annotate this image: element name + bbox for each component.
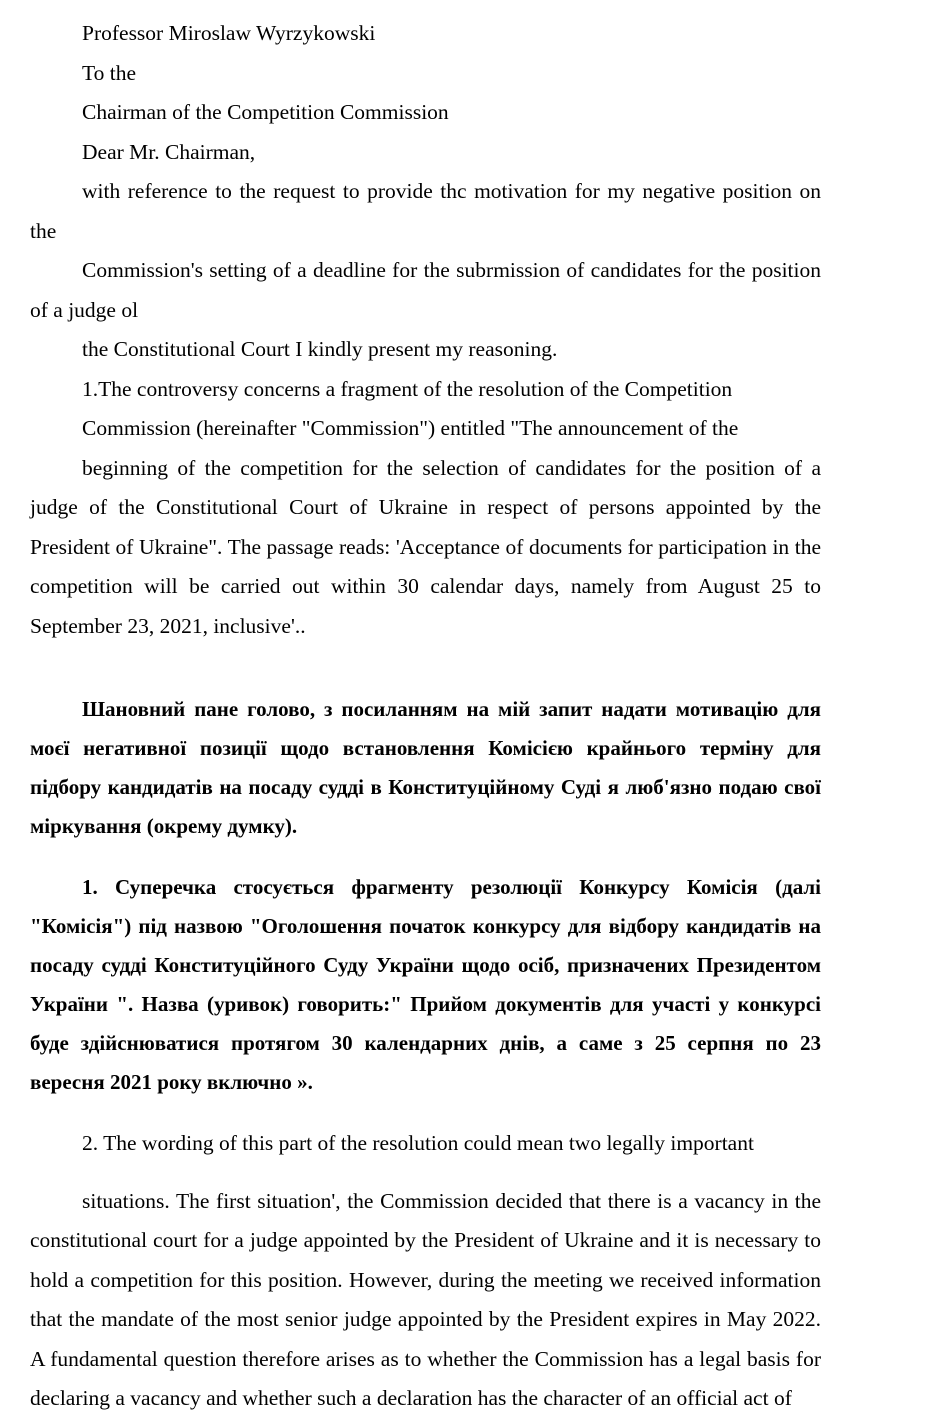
section-spacer-4 [30, 1164, 821, 1182]
author-name: Professor Miroslaw Wyrzykowski [82, 21, 376, 45]
section-spacer-1 [30, 646, 821, 690]
addressee-title: Chairman of the Competition Commission [82, 100, 449, 124]
ukrainian-greeting-paragraph: Шановний пане голово, з посиланням на мій запит надати мотивацію для моєї негативної позиції щодо встановлення Комісією крайнього терміну для підбору кандидатів на посаду судді в Конституційному Суді я люб'язно подаю свої міркування (окрему думку). [30, 697, 821, 838]
point-1-body: beginning of the competition for the selection of candidates for the position of a judge of the Constitutional Court of Ukraine in respect of persons appointed by the President of Ukraine". The passage reads: 'Acceptance of documents for participation in the competition will be carried out within 30 calendar days, namely from August 25 to September 23, 2021, inclusive'.. [30, 455, 821, 638]
point-2-lead: 2. The wording of this part of the resolution could mean two legally important [82, 1131, 754, 1155]
document-body [30, 14, 821, 1419]
ukrainian-point-1-paragraph: 1. Суперечка стосується фрагменту резолюції Конкурсу Комісія (далі "Комісія") під назвою "Оголошення початок конкурсу для відбору кандидатів на посаду судді Конституційного Суду України щодо осіб, призначених Президентом України ". Назва (уривок) говорить:" Прийом документів для участі у конкурсі буде здійснюватися протягом 30 календарних днів, а саме з 25 серпня по 23 вересня 2021 року включно ». [30, 875, 821, 1094]
intro-reasoning: the Constitutional Court I kindly present my reasoning. [82, 337, 558, 361]
section-spacer-2 [30, 846, 821, 868]
intro-reference: with reference to the request to provide thc motivation for my negative position on the [30, 179, 821, 243]
point-2-body: situations. The first situation', the Commission decided that there is a vacancy in the constitutional court for a judge appointed by the President of Ukraine and it is necessary to hold a competition for this position. However, during the meeting we received information that the mandate of the most senior judge appointed by the President expires in May 2022. A fundamental question therefore arises as to whether the Commission has a legal basis for declaring a vacancy and whether such a declaration has the character of an official act of [30, 1188, 821, 1410]
point-1-lead: 1.The controversy concerns a fragment of the resolution of the Competition [82, 376, 733, 401]
greeting: Dear Mr. Chairman, [82, 139, 256, 164]
section-spacer-3 [30, 1102, 821, 1124]
intro-deadline: Commission's setting of a deadline for the subrmission of candidates for the position of a judge ol [30, 258, 821, 322]
point-1-commission: Commission (hereinafter "Commission") entitled "The announcement of the [82, 416, 739, 440]
salutation-to-the: To the [82, 60, 137, 85]
